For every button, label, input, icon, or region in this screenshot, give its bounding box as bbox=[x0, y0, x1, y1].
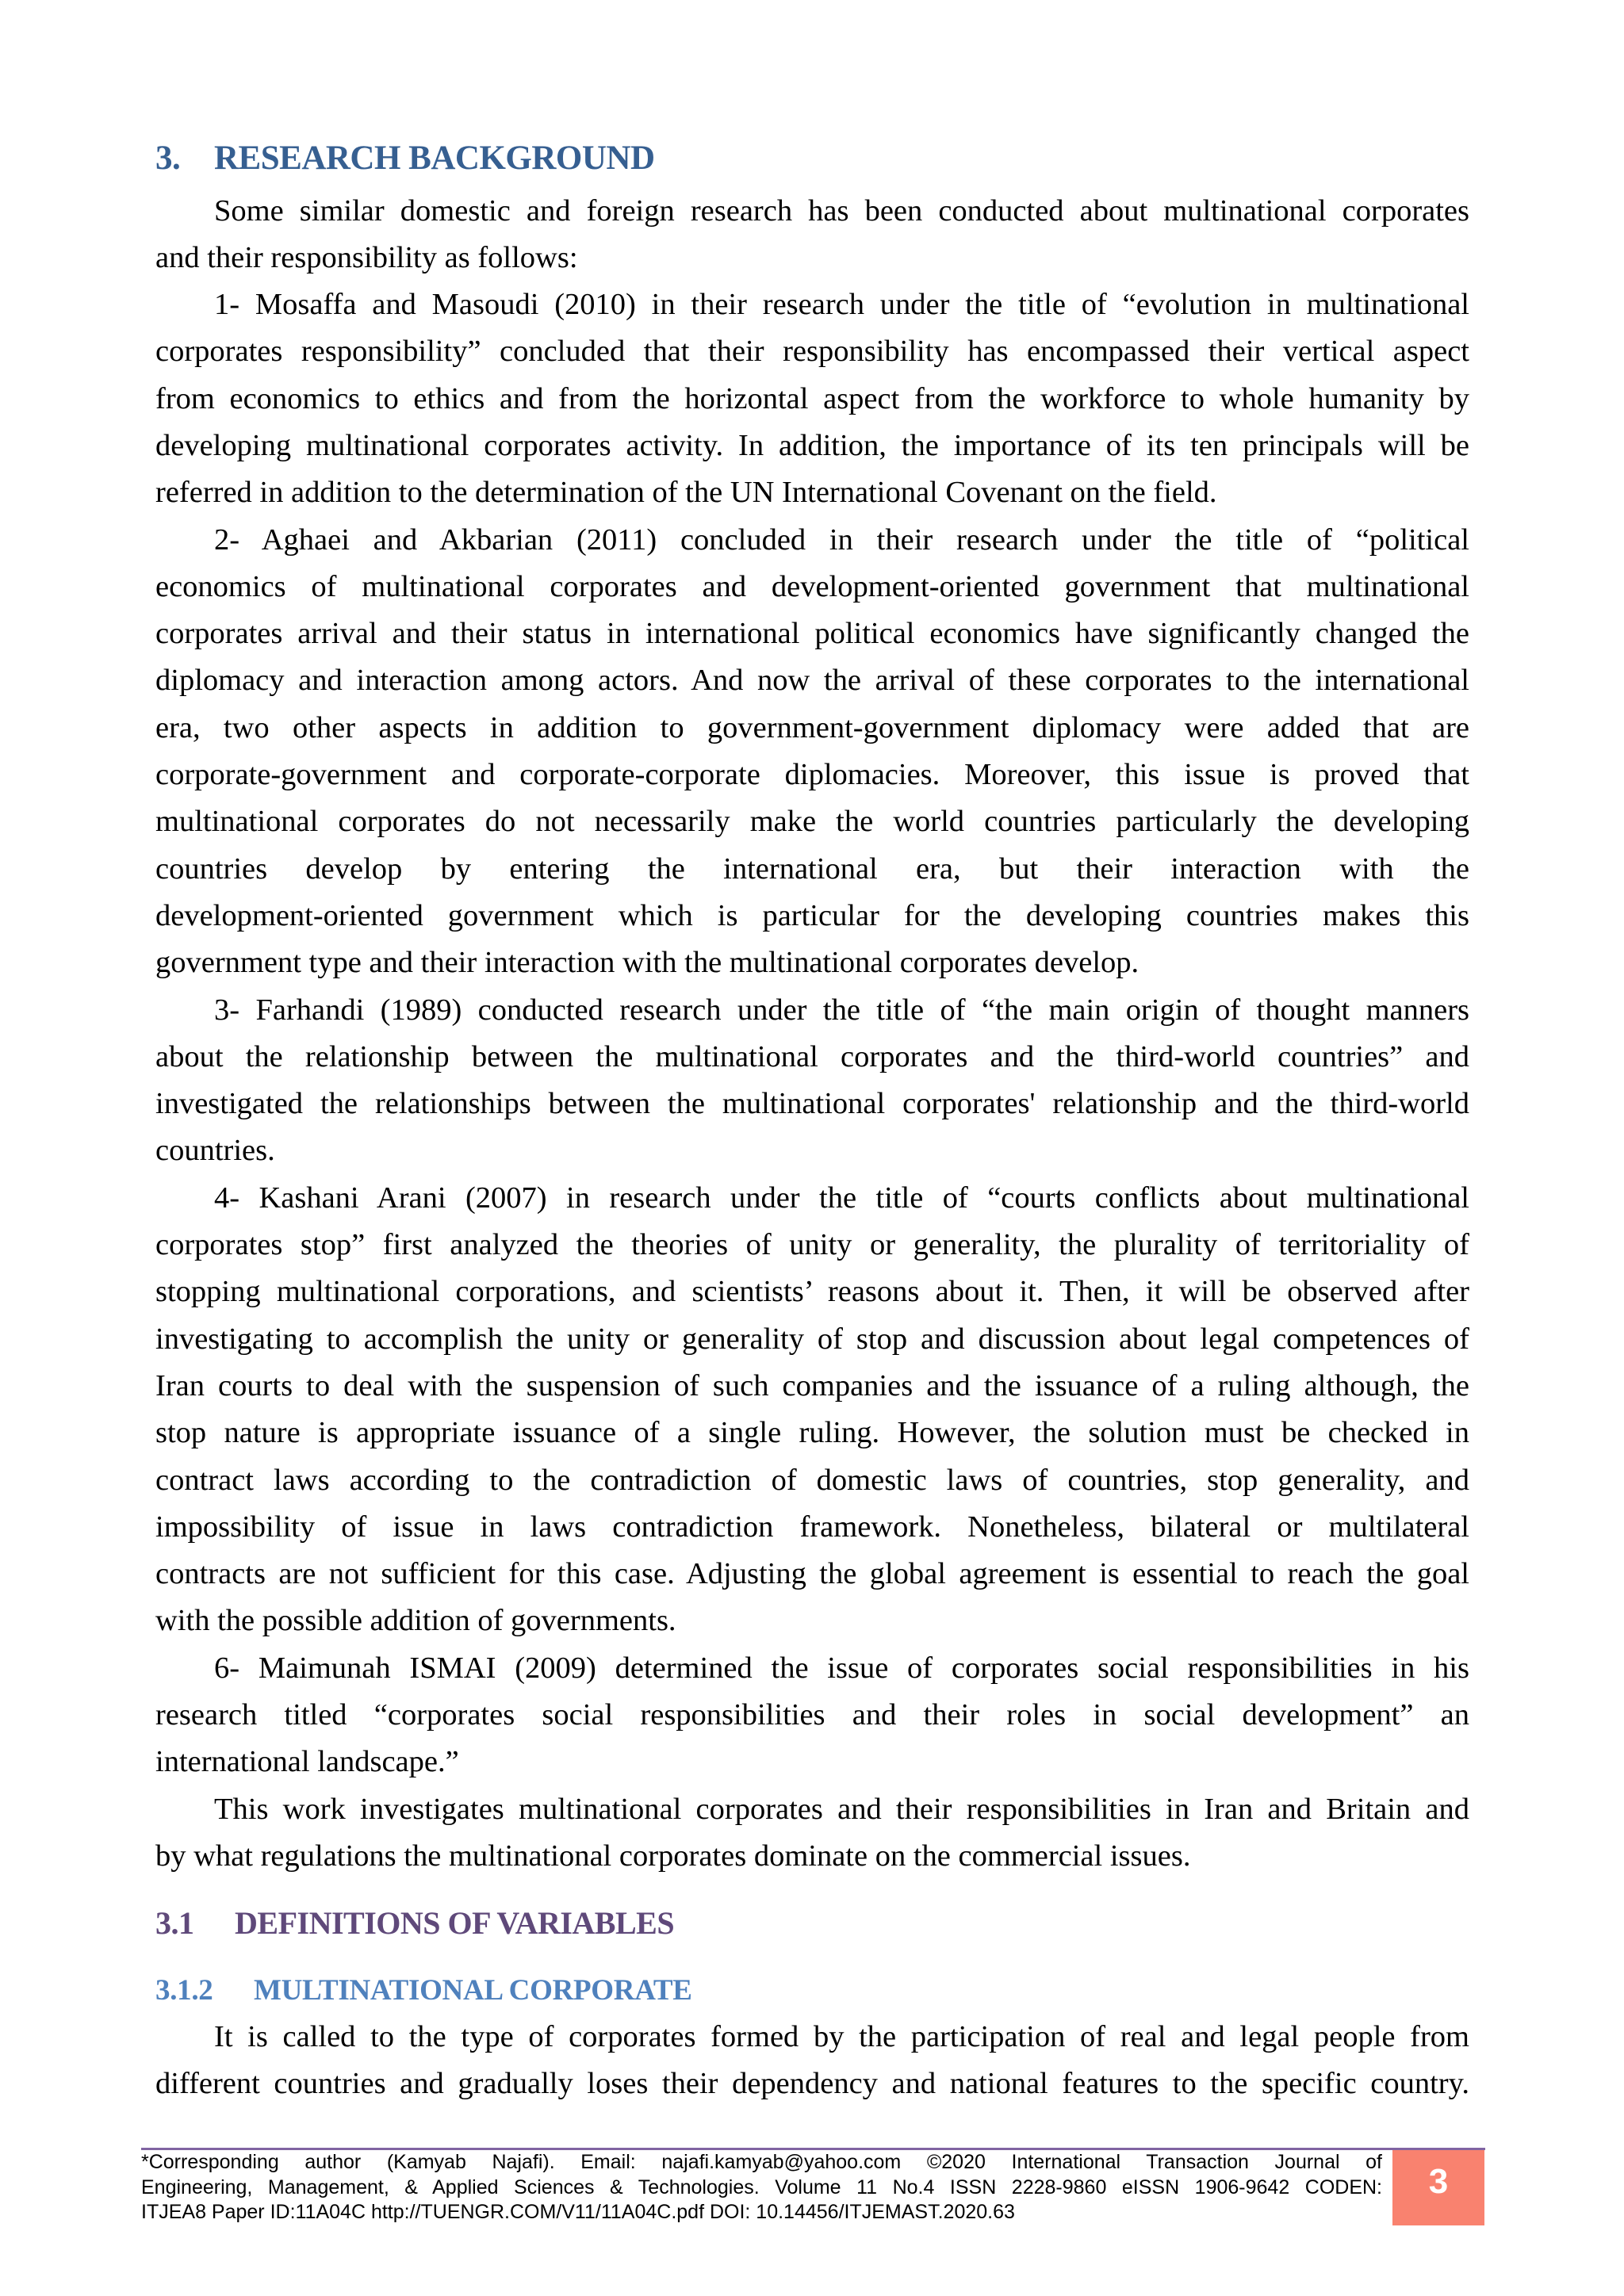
paragraph-line: era, two other aspects in addition to government-government diplomacy were added that are bbox=[155, 710, 1469, 744]
paragraph-line: with the possible addition of governments. bbox=[155, 1604, 676, 1638]
paragraph-line: 1- Mosaffa and Masoudi (2010) in their research under the title of “evolution in multinational bbox=[214, 288, 1469, 322]
paragraph-line: This work investigates multinational corporates and their responsibilities in Iran and Britain and bbox=[214, 1792, 1469, 1826]
paragraph-line: referred in addition to the determination of the UN International Covenant on the field. bbox=[155, 476, 1217, 510]
paragraph-line: research titled “corporates social responsibilities and their roles in social development” an bbox=[155, 1698, 1469, 1732]
paragraph-line: countries. bbox=[155, 1134, 275, 1168]
paragraph-line: multinational corporates do not necessarily make the world countries particularly the developing bbox=[155, 805, 1469, 839]
paragraph bbox=[155, 2014, 1469, 2108]
subsection-number: 3.1 bbox=[155, 1905, 194, 1941]
subsection-title: DEFINITIONS OF VARIABLES bbox=[235, 1905, 675, 1941]
footer-citation bbox=[141, 2150, 1382, 2225]
paragraph-line: It is called to the type of corporates formed by the participation of real and legal people from bbox=[214, 2020, 1469, 2053]
paragraph-line: 6- Maimunah ISMAI (2009) determined the issue of corporates social responsibilities in his bbox=[214, 1651, 1469, 1685]
paragraph-line: developing multinational corporates activity. In addition, the importance of its ten principals will be bbox=[155, 428, 1469, 462]
paragraph-line: 2- Aghaei and Akbarian (2011) concluded in their research under the title of “political bbox=[214, 522, 1469, 557]
section-heading bbox=[155, 132, 655, 185]
paragraph-line: investigating to accomplish the unity or generality of stop and discussion about legal competences of bbox=[155, 1322, 1469, 1356]
paragraph bbox=[155, 1786, 1469, 1881]
paragraph-line: corporates stop” first analyzed the theories of unity or generality, the plurality of territoriality of bbox=[155, 1228, 1469, 1262]
paragraph-line: stop nature is appropriate issuance of a single ruling. However, the solution must be checked in bbox=[155, 1416, 1469, 1450]
paragraph-line: contract laws according to the contradiction of domestic laws of countries, stop generality, and bbox=[155, 1463, 1469, 1497]
paragraph bbox=[155, 281, 1469, 516]
definition-body bbox=[155, 2014, 1469, 2108]
paragraph-line: about the relationship between the multinational corporates and the third-world countries” and bbox=[155, 1039, 1469, 1073]
subsubsection-heading bbox=[155, 1967, 692, 2014]
paragraph-line: contracts are not sufficient for this case. Adjusting the global agreement is essential to reach the goal bbox=[155, 1557, 1469, 1591]
paragraph-line: Iran courts to deal with the suspension of such companies and the issuance of a ruling although, the bbox=[155, 1368, 1469, 1402]
paragraph-line: corporates responsibility” concluded that their responsibility has encompassed their vertical aspect bbox=[155, 335, 1469, 369]
paragraph bbox=[155, 1645, 1469, 1786]
paragraph bbox=[155, 517, 1469, 987]
footer-line: *Corresponding author (Kamyab Najafi). Email: najafi.kamyab@yahoo.com ©2020 International Transaction Journal of bbox=[141, 2151, 1382, 2173]
paragraph-line: different countries and gradually loses their dependency and national features to the specific country. bbox=[155, 2067, 1469, 2101]
paragraph-line: investigated the relationships between the multinational corporates' relationship and the third-world bbox=[155, 1087, 1469, 1121]
paragraph-line: Some similar domestic and foreign research has been conducted about multinational corporates bbox=[214, 193, 1469, 228]
paragraph-line: from economics to ethics and from the horizontal aspect from the workforce to whole humanity by bbox=[155, 381, 1469, 415]
subsubsection-title: MULTINATIONAL CORPORATE bbox=[254, 1974, 692, 2007]
section-title: RESEARCH BACKGROUND bbox=[214, 140, 655, 177]
footer-line: ITJEA8 Paper ID:11A04C http://TUENGR.COM/V11/11A04C.pdf DOI: 10.14456/ITJEMAST.2020.63 bbox=[141, 2201, 1015, 2223]
paragraph bbox=[155, 188, 1469, 282]
paragraph-line: by what regulations the multinational corporates dominate on the commercial issues. bbox=[155, 1839, 1191, 1873]
paragraph-line: government type and their interaction with the multinational corporates develop. bbox=[155, 946, 1139, 980]
paragraph-line: corporate-government and corporate-corporate diplomacies. Moreover, this issue is proved that bbox=[155, 758, 1469, 792]
paragraph-line: 4- Kashani Arani (2007) in research under the title of “courts conflicts about multinational bbox=[214, 1181, 1469, 1215]
subsection-heading bbox=[155, 1900, 674, 1947]
paragraph-line: and their responsibility as follows: bbox=[155, 240, 578, 274]
paragraph-line: countries develop by entering the international era, but their interaction with the bbox=[155, 851, 1469, 886]
paragraph-line: 3- Farhandi (1989) conducted research under the title of “the main origin of thought manners bbox=[214, 993, 1469, 1027]
paragraph-line: international landscape.” bbox=[155, 1745, 459, 1779]
page-number: 3 bbox=[1392, 2150, 1484, 2225]
paragraph-line: development-oriented government which is particular for the developing countries makes this bbox=[155, 898, 1469, 932]
paragraph bbox=[155, 987, 1469, 1175]
paragraph bbox=[155, 1175, 1469, 1645]
paragraph-line: diplomacy and interaction among actors. And now the arrival of these corporates to the international bbox=[155, 664, 1469, 698]
paragraph-line: stopping multinational corporations, and scientists’ reasons about it. Then, it will be observed after bbox=[155, 1275, 1469, 1309]
footer-line: Engineering, Management, & Applied Sciences & Technologies. Volume 11 No.4 ISSN 2228-9860 eISSN 1906-9642 CODEN: bbox=[141, 2175, 1382, 2198]
paragraph-line: impossibility of issue in laws contradiction framework. Nonetheless, bilateral or multilateral bbox=[155, 1510, 1469, 1544]
paragraph-line: corporates arrival and their status in international political economics have significantly changed the bbox=[155, 617, 1469, 651]
paragraph-line: economics of multinational corporates and development-oriented government that multinational bbox=[155, 569, 1469, 603]
section-number: 3. bbox=[155, 140, 181, 177]
research-background-body bbox=[155, 188, 1469, 1881]
subsubsection-number: 3.1.2 bbox=[155, 1974, 213, 2007]
